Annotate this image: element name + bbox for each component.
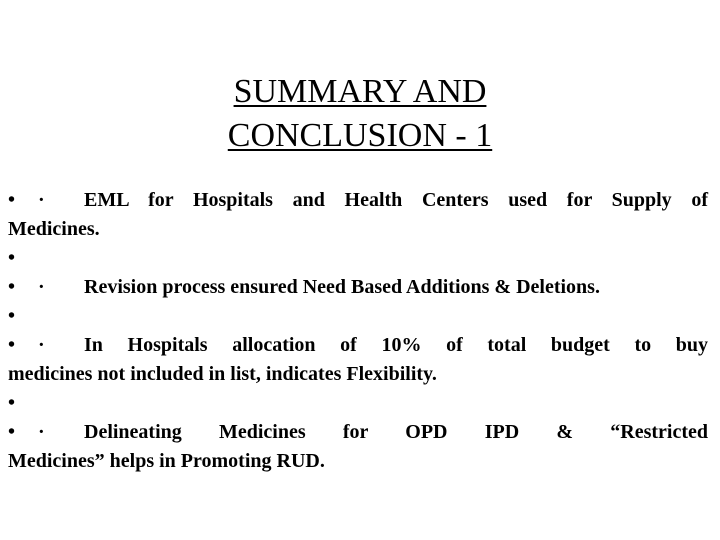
bullet-marker: • (8, 276, 16, 298)
item-text-continued: Medicines. (8, 218, 100, 240)
bullet-marker: • (8, 421, 16, 443)
item-text: Delineating Medicines for OPD IPD & “Restricted (84, 421, 708, 443)
bullet-marker: • (8, 392, 16, 414)
sub-bullet-marker: · (38, 189, 45, 211)
bullet-list (8, 186, 708, 476)
empty-bullet (8, 244, 708, 273)
item-text-continued: Medicines” helps in Promoting RUD. (8, 450, 325, 472)
empty-bullet (8, 302, 708, 331)
empty-bullet (8, 389, 708, 418)
bullet-marker: • (8, 334, 16, 356)
sub-bullet-marker: · (38, 421, 45, 443)
list-item (8, 331, 708, 389)
item-text: In Hospitals allocation of 10% of total budget to buy (84, 334, 708, 356)
title-line-2: CONCLUSION - 1 (227, 117, 493, 154)
item-text-continued: medicines not included in list, indicates Flexibility. (8, 363, 437, 385)
list-item (8, 186, 708, 244)
sub-bullet-marker: · (38, 334, 45, 356)
sub-bullet-marker: · (38, 276, 45, 298)
list-item (8, 418, 708, 476)
slide-title (0, 70, 720, 158)
list-item (8, 273, 708, 302)
bullet-marker: • (8, 247, 16, 269)
item-text: EML for Hospitals and Health Centers used for Supply of (84, 189, 708, 211)
bullet-marker: • (8, 189, 16, 211)
item-text: Revision process ensured Need Based Additions & Deletions. (84, 276, 600, 298)
bullet-marker: • (8, 305, 16, 327)
title-line-1: SUMMARY AND (233, 73, 487, 110)
